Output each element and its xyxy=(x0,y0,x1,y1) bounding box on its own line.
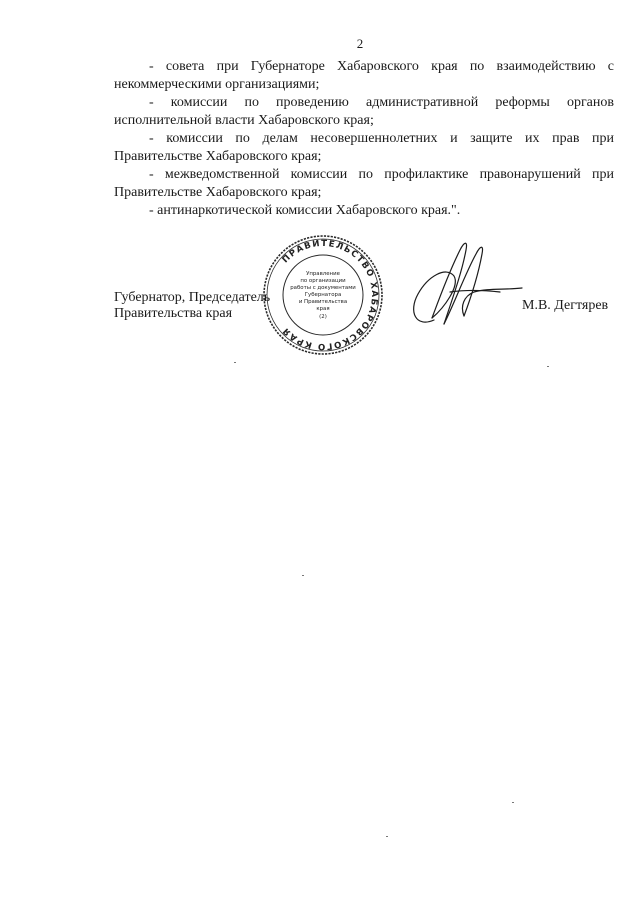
scan-speck xyxy=(512,802,514,803)
seal-line: (2) xyxy=(319,314,327,320)
handwritten-signature xyxy=(404,232,524,332)
seal-line: Управление xyxy=(306,271,340,277)
seal-line: Губернатора xyxy=(304,292,342,298)
scan-speck xyxy=(302,575,304,576)
seal-line: и Правительства xyxy=(298,299,348,305)
seal-outer-text: ПРАВИТЕЛЬСТВО ХАБАРОВСКОГО КРАЯ xyxy=(280,238,380,352)
seal-line: работы с документами xyxy=(290,285,356,291)
paragraph: - комиссии по делам несовершеннолетних и защите их прав при Правительстве Хабаровского края; xyxy=(114,131,614,164)
seal-line: по организации xyxy=(300,278,346,284)
paragraph: - антинаркотической комиссии Хабаровского края.". xyxy=(149,203,461,218)
signatory-name: М.В. Дегтярев xyxy=(522,298,609,313)
scan-speck xyxy=(386,836,388,837)
paragraph: - межведомственной комиссии по профилактике правонарушений при Правительстве Хабаровского края; xyxy=(114,167,614,200)
signatory-title-line: Правительства края xyxy=(114,306,233,321)
seal-line: края xyxy=(316,306,330,312)
page-number: 2 xyxy=(356,36,364,51)
scan-speck xyxy=(547,366,549,367)
paragraph: - комиссии по проведению административной реформы органов исполнительной власти Хабаровского края; xyxy=(114,95,614,128)
scan-speck xyxy=(234,362,236,363)
signatory-title-line: Губернатор, Председатель xyxy=(114,290,271,305)
paragraph: - совета при Губернаторе Хабаровского края по взаимодействию с некоммерческими организациями; xyxy=(114,59,614,92)
body-text xyxy=(114,58,614,220)
official-seal xyxy=(262,234,384,356)
signatory-title xyxy=(114,290,270,322)
